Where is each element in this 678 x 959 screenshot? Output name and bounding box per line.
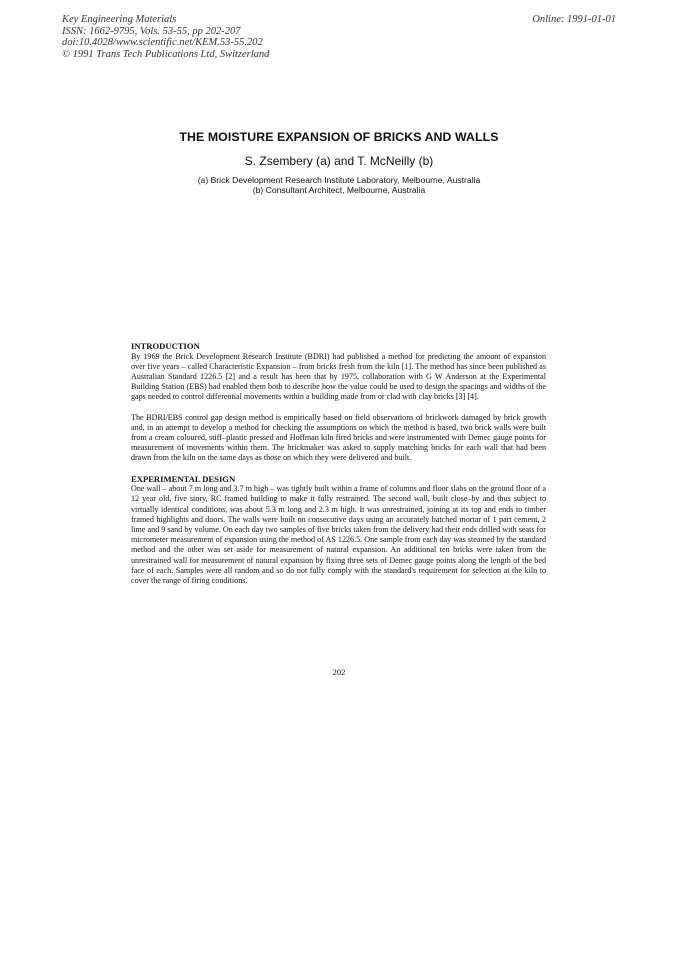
paper-authors: S. Zsembery (a) and T. McNeilly (b) <box>244 154 434 168</box>
journal-name: Key Engineering Materials <box>62 14 177 25</box>
section-spacer <box>131 464 546 474</box>
paper-body <box>131 341 546 586</box>
issn-line: ISSN: 1662-9795, Vols. 53-55, pp 202-207 <box>62 25 241 37</box>
paragraph-spacer <box>131 403 546 413</box>
journal-metadata <box>62 14 269 60</box>
copyright-line: © 1991 Trans Tech Publications Ltd, Switzerland <box>62 48 270 60</box>
affiliation-b: (b) Consultant Architect, Melbourne, Australia <box>252 185 426 195</box>
page-number: 202 <box>332 667 346 677</box>
introduction-paragraph-2: The BDRI/EBS control gap design method is empirically based on field observations of brickwork damaged by brick growth and, in an attempt to develop a method for checking the assumptions on which the method is based, two brick walls were built from a cream coloured, stiff–plastic pressed and Hoffman kiln fired bricks and were instrumented with Demec gauge points for measurement of movements within them. The brickmaker was asked to supply matching bricks for each wall that had been drawn from the kiln on the same days as those on which they were delivered and built. <box>131 412 546 463</box>
affiliation-a: (a) Brick Development Research Institute Laboratory, Melbourne, Australia <box>197 175 481 185</box>
experimental-paragraph-1: One wall – about 7 m long and 3.7 m high – was tightly built within a frame of columns and floor slabs on the ground floor of a 12 year old, five story, RC framed building to make it fully restrained. The second wall, built close–by and thus subject to virtually identical conditions, was about 5.3 m long and 2.3 m high. It was unrestrained, joining at its top and ends to timber framed highlights and doors. The walls were built on consecutive days using an accurately batched mortar of 1 part cement, 2 lime and 9 sand by volume. On each day two samples of five bricks taken from the delivery had their ends drilled with seats for micrometer measurement of expansion using the method of AS 1226.5. One sample from each day was steamed by the standard method and the other was set aside for measurement of natural expansion. An additional ten bricks were taken from the unrestrained wall for measurement of natural expansion by fixing three sets of Demec gauge points along the length of the bed face of each. Samples were all random and so do not fully comply with the standard's requirement for selection at the kiln to cover the range of firing conditions. <box>131 484 546 586</box>
introduction-heading: INTRODUCTION <box>131 341 200 351</box>
introduction-paragraph-1: By 1969 the Brick Development Research Institute (BDRI) had published a method for predicting the amount of expansion over five years – called Characteristic Expansion – from bricks fresh from the kiln [1]. The method has since been published as Australian Standard 1226.5 [2] and a result has been that by 1975, collaboration with G W Anderson at the Experimental Building Station (EBS) had enabled them both to describe how the value could be used to design the spacings and widths of the gaps needed to control differential movements within a building made from or clad with clay bricks [3] [4]. <box>131 351 546 402</box>
experimental-heading: EXPERIMENTAL DESIGN <box>131 473 236 484</box>
doi-line: doi:10.4028/www.scientific.net/KEM.53-55.202 <box>62 37 263 49</box>
online-date: Online: 1991-01-01 <box>532 14 616 25</box>
paper-title: THE MOISTURE EXPANSION OF BRICKS AND WALLS <box>179 130 499 144</box>
